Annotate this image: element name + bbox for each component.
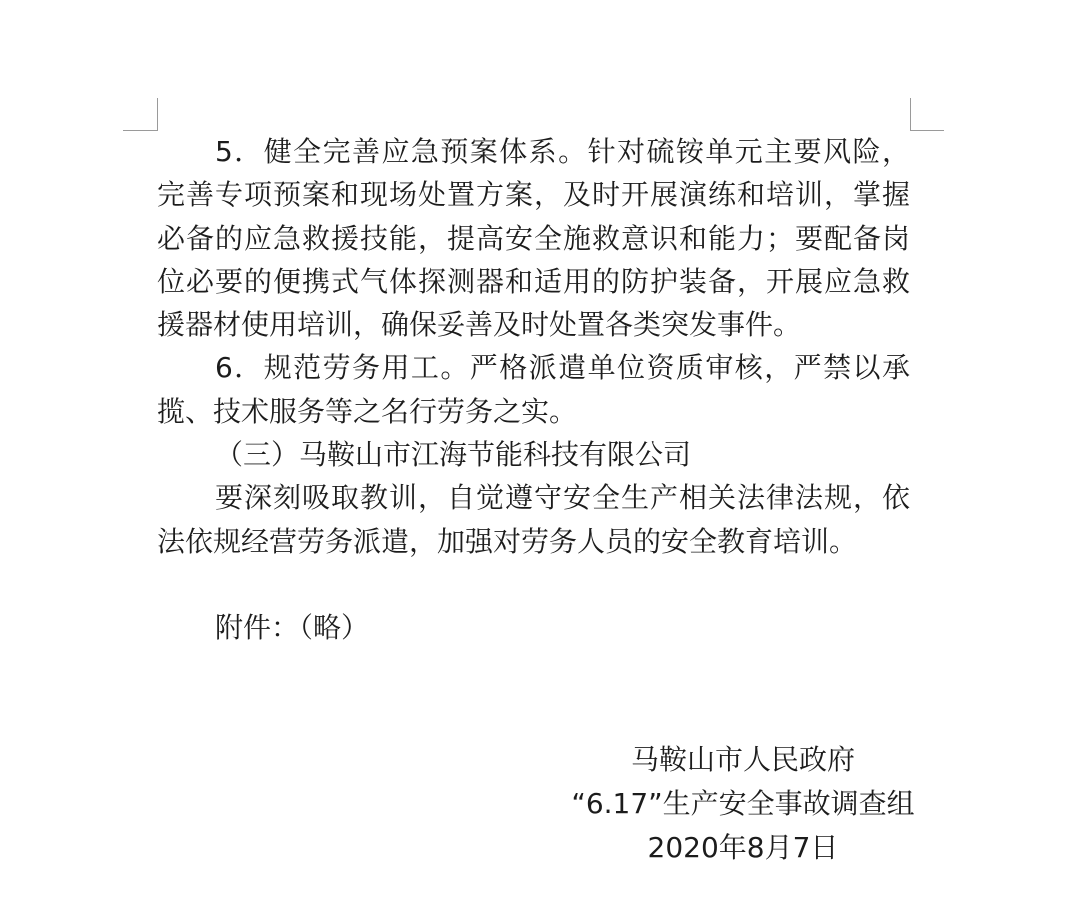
paragraph-line: 法依规经营劳务派遣，加强对劳务人员的安全教育培训。 (157, 524, 858, 558)
attachment-note: 附件：（略） (215, 611, 370, 645)
signature-team: “6.17”生产安全事故调查组 (571, 787, 915, 820)
paragraph-line: 援器材使用培训，确保妥善及时处置各类突发事件。 (157, 308, 802, 342)
signature-block (560, 738, 926, 870)
paragraph-line: 位必要的便携式气体探测器和适用的防护装备，开展应急救 (157, 264, 910, 298)
section-heading-line: （三）马鞍山市江海节能科技有限公司 (215, 438, 692, 472)
signature-date: 2020年8月7日 (647, 831, 839, 864)
paragraph-line: 5．健全完善应急预案体系。针对硫铵单元主要风险， (215, 135, 910, 168)
paragraph-company-requirements (157, 476, 910, 563)
crop-mark-top-right (910, 98, 944, 131)
signature-issuer: 马鞍山市人民政府 (630, 743, 855, 776)
paragraph-line: 完善专项预案和现场处置方案，及时开展演练和培训，掌握 (157, 178, 910, 212)
paragraph-line: 揽、技术服务等之名行劳务之实。 (157, 394, 578, 428)
blank-line (157, 563, 910, 606)
crop-mark-top-left (123, 98, 158, 131)
paragraph-line: 6．规范劳务用工。严格派遣单位资质审核，严禁以承 (215, 351, 910, 385)
document-body (157, 130, 910, 650)
section-heading (157, 433, 910, 476)
paragraph-line: 必备的应急救援技能，提高安全施救意识和能力；要配备岗 (157, 221, 910, 255)
paragraph-line: 要深刻吸取教训，自觉遵守安全生产相关法律法规，依 (215, 481, 910, 515)
paragraph-emergency-plan (157, 130, 910, 346)
paragraph-labor-dispatch (157, 346, 910, 433)
